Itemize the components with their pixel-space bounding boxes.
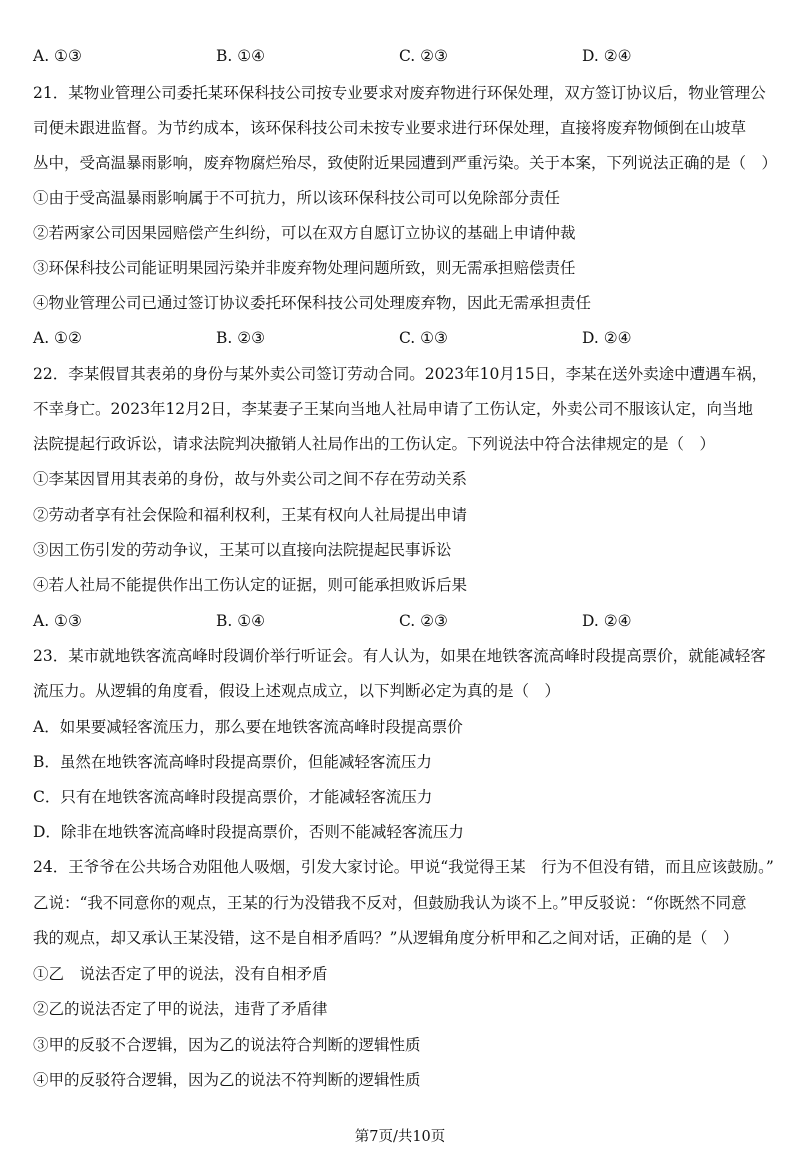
q22-item: ①李某因冒用其表弟的身份，故与外卖公司之间不存在劳动关系 [33,470,468,488]
option-c: C. ②③ [399,47,448,65]
q21-stem-line: 司便未跟进监督。为节约成本，该环保科技公司未按专业要求进行环保处理，直接将废弃物倾倒在山坡草 [33,119,747,137]
q24-stem-line: 24．王爷爷在公共场合劝阻他人吸烟，引发大家讨论。甲说“我觉得王某 行为不但没有错，而且应该鼓励。” [33,858,774,876]
option-a: A. ①③ [33,612,82,630]
q23-stem-line: 23．某市就地铁客流高峰时段调价举行听证会。有人认为，如果在地铁客流高峰时段提高票价，就能减轻客 [33,647,766,665]
q24-item: ③甲的反驳不合逻辑，因为乙的说法符合判断的逻辑性质 [33,1036,421,1054]
option-c: C. ②③ [399,612,448,630]
q23-option: D．除非在地铁客流高峰时段提高票价，否则不能减轻客流压力 [33,823,464,841]
q24-item: ①乙 说法否定了甲的说法，没有自相矛盾 [33,965,328,983]
q22-stem-line: 22．李某假冒其表弟的身份与某外卖公司签订劳动合同。2023年10月15日，李某在送外卖途中遭遇车祸， [33,365,768,383]
q22-item: ③因工伤引发的劳动争议，王某可以直接向法院提起民事诉讼 [33,541,452,559]
q20-options [33,46,773,66]
q23-stem-line: 流压力。从逻辑的角度看，假设上述观点成立，以下判断必定为真的是（ ） [33,682,561,700]
q21-options [33,328,773,348]
option-b: B. ①④ [216,47,266,65]
option-a: A. ①③ [33,47,82,65]
q22-options [33,611,773,631]
option-d: D. ②④ [582,47,632,65]
option-b: B. ②③ [216,329,266,347]
q24-item: ②乙的说法否定了甲的说法，违背了矛盾律 [33,1000,328,1018]
q23-option: C．只有在地铁客流高峰时段提高票价，才能减轻客流压力 [33,788,433,806]
q22-stem-line: 不幸身亡。2023年12月2日，李某妻子王某向当地人社局申请了工伤认定，外卖公司不服该认定，向当地 [33,400,754,418]
q21-stem-line: 21．某物业管理公司委托某环保科技公司按专业要求对废弃物进行环保处理，双方签订协议后，物业管理公 [33,84,766,102]
q22-stem-line: 法院提起行政诉讼，请求法院判决撤销人社局作出的工伤认定。下列说法中符合法律规定的是（ ） [33,435,716,453]
q22-item: ②劳动者享有社会保险和福利权利，王某有权向人社局提出申请 [33,506,468,524]
q21-item: ②若两家公司因果园赔偿产生纠纷，可以在双方自愿订立协议的基础上申请仲裁 [33,224,576,242]
q21-item: ③环保科技公司能证明果园污染并非废弃物处理问题所致，则无需承担赔偿责任 [33,259,576,277]
q22-item: ④若人社局不能提供作出工伤认定的证据，则可能承担败诉后果 [33,576,468,594]
q24-stem-line: 乙说：“我不同意你的观点，王某的行为没错我不反对，但鼓励我认为谈不上。”甲反驳说：“你既然不同意 [33,894,747,912]
q21-item: ①由于受高温暴雨影响属于不可抗力，所以该环保科技公司可以免除部分责任 [33,189,561,207]
q24-stem-line: 我的观点，却又承认王某没错，这不是自相矛盾吗？”从逻辑角度分析甲和乙之间对话，正确的是（ ） [33,929,739,947]
q21-item: ④物业管理公司已通过签订协议委托环保科技公司处理废弃物，因此无需承担责任 [33,294,592,312]
q23-option: B．虽然在地铁客流高峰时段提高票价，但能减轻客流压力 [33,753,432,771]
option-a: A. ①② [33,329,82,347]
q21-stem-line: 丛中，受高温暴雨影响，废弃物腐烂殆尽，致使附近果园遭到严重污染。关于本案，下列说法正确的是（ ） [33,154,778,172]
option-d: D. ②④ [582,329,632,347]
q24-item: ④甲的反驳符合逻辑，因为乙的说法不符判断的逻辑性质 [33,1071,421,1089]
option-b: B. ①④ [216,612,266,630]
option-d: D. ②④ [582,612,632,630]
option-c: C. ①③ [399,329,448,347]
q23-option: A．如果要减轻客流压力，那么要在地铁客流高峰时段提高票价 [33,718,463,736]
page-number: 第7页/共10页 [354,1129,446,1145]
